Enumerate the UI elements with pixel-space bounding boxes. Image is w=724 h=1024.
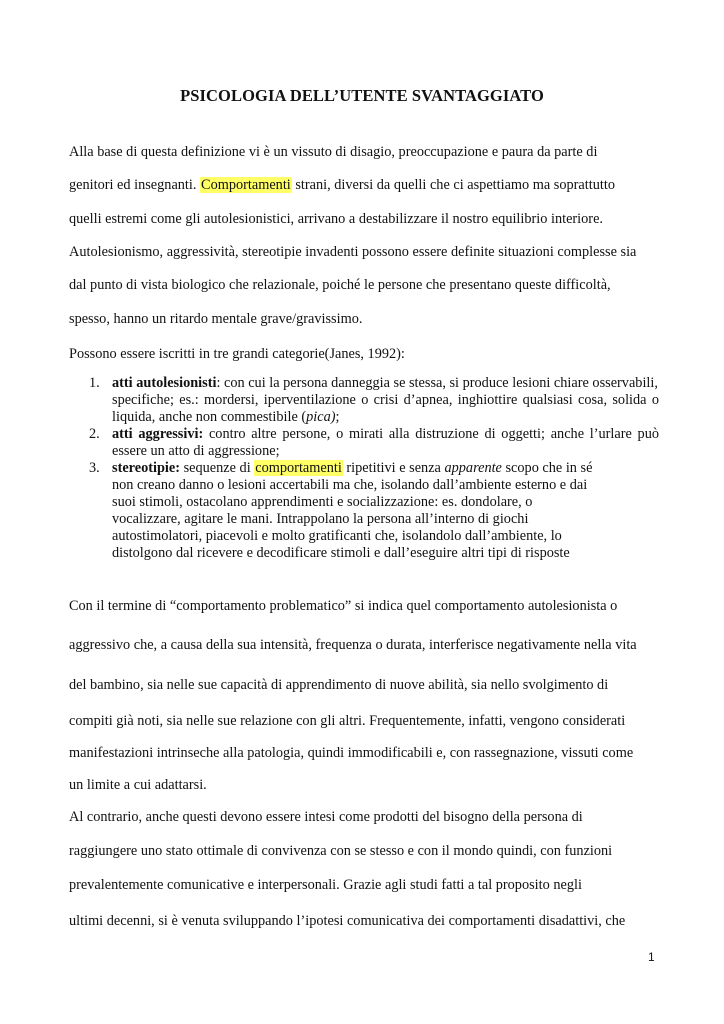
list-item-text: : con cui la persona danneggia se stessa, si produce lesioni chiare osservabili, — [216, 375, 658, 391]
text-run: genitori ed insegnanti. — [69, 177, 201, 193]
paragraph-line: ultimi decenni, si è venuta sviluppando l’ipotesi comunicativa dei comportamenti disadattivi, che — [69, 913, 626, 929]
text-run: scopo che in sé — [501, 460, 593, 476]
paragraph-line: prevalentemente comunicative e interpersonali. Grazie agli studi fatti a tal proposito negli — [69, 877, 582, 893]
list-item — [69, 375, 659, 426]
list-item-term: stereotipie: — [112, 460, 181, 476]
list-item-line: distolgono dal ricevere e decodificare stimoli e dall’eseguire altri tipi di risposte — [112, 545, 570, 561]
list-number: 2. — [89, 426, 100, 442]
paragraph-line: manifestazioni intrinseche alla patologia, quindi immodificabili e, con rassegnazione, vissuti come — [69, 745, 634, 761]
list-item — [69, 460, 659, 562]
paragraph-line: aggressivo che, a causa della sua intensità, frequenza o durata, interferisce negativamente nella vita — [69, 637, 637, 653]
text-run: ; — [335, 409, 340, 425]
text-run: strani, diversi da quelli che ci aspettiamo ma soprattutto — [291, 177, 615, 193]
list-item-text: contro altre persone, o mirati alla distruzione di oggetti; anche l’urlare può essere un atto di aggressione; — [112, 426, 659, 459]
list-item-subtext — [112, 392, 659, 426]
paragraph-line: Possono essere iscritti in tre grandi categorie(Janes, 1992): — [69, 346, 405, 362]
paragraph-line: raggiungere uno stato ottimale di convivenza con se stesso e con il mondo quindi, con funzioni — [69, 843, 613, 859]
paragraph-line: un limite a cui adattarsi. — [69, 777, 207, 793]
list-item-term: atti autolesionisti — [112, 375, 217, 391]
paragraph-line: spesso, hanno un ritardo mentale grave/gravissimo. — [69, 311, 363, 327]
text-run: ripetitivi e senza — [342, 460, 445, 476]
list-item-line: non creano danno o lesioni accertabili ma che, isolando dall’ambiente esterno e dai — [112, 477, 588, 493]
page-number: 1 — [648, 950, 655, 964]
paragraph-line — [69, 176, 615, 194]
paragraph-line: Con il termine di “comportamento problematico” si indica quel comportamento autolesionista o — [69, 598, 618, 614]
highlighted-word: comportamenti — [255, 460, 342, 476]
numbered-list — [69, 375, 659, 562]
text-run: specifiche; es.: mordersi, iperventilazione o crisi d’apnea, inghiottire qualsiasi cosa, solida o liquida, anche non commestibile ( — [112, 392, 659, 425]
italic-text: pica) — [306, 409, 336, 425]
list-item-line: vocalizzare, agitare le mani. Intrappolano la persona all’interno di giochi — [112, 511, 529, 527]
document-title: PSICOLOGIA DELL’UTENTE SVANTAGGIATO — [180, 86, 544, 105]
paragraph-line: Alla base di questa definizione vi è un vissuto di disagio, preoccupazione e paura da parte di — [69, 144, 598, 160]
list-item — [69, 426, 659, 460]
list-item-first-line — [112, 460, 659, 477]
list-number: 3. — [89, 460, 100, 476]
list-item-line: suoi stimoli, ostacolano apprendimenti e socializzazione: es. dondolare, o — [112, 494, 533, 510]
paragraph-line: del bambino, sia nelle sue capacità di apprendimento di nuove abilità, sia nello svolgimento di — [69, 677, 609, 693]
highlighted-word: Comportamenti — [201, 177, 291, 193]
paragraph-line: Autolesionismo, aggressività, stereotipie invadenti possono essere definite situazioni complesse sia — [69, 244, 637, 260]
list-item-line: autostimolatori, piacevoli e molto gratificanti che, isolandolo dall’ambiente, lo — [112, 528, 562, 544]
paragraph-line: compiti già noti, sia nelle sue relazione con gli altri. Frequentemente, infatti, vengono considerati — [69, 713, 626, 729]
paragraph-line: quelli estremi come gli autolesionistici, arrivano a destabilizzare il nostro equilibrio interiore. — [69, 211, 603, 227]
list-item-term: atti aggressivi: — [112, 426, 204, 442]
italic-text: apparente — [444, 460, 502, 476]
list-number: 1. — [89, 375, 100, 391]
paragraph-line: dal punto di vista biologico che relazionale, poiché le persone che presentano queste difficoltà, — [69, 277, 611, 293]
paragraph-line: Al contrario, anche questi devono essere intesi come prodotti del bisogno della persona di — [69, 809, 583, 825]
text-run: sequenze di — [180, 460, 255, 476]
